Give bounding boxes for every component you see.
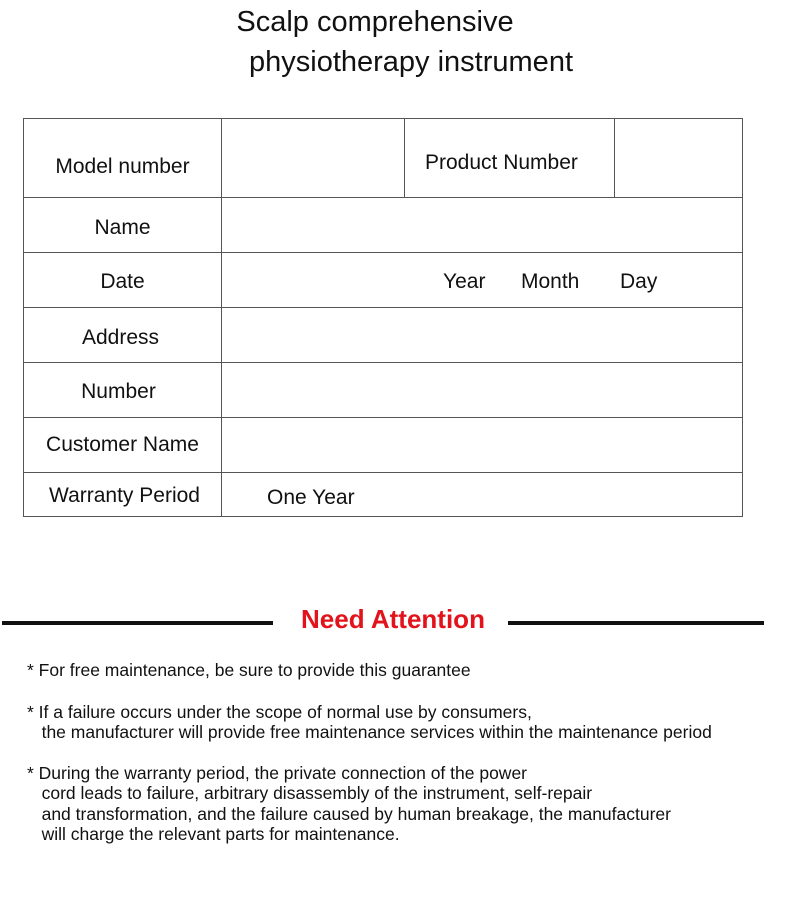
row-divider (24, 417, 742, 418)
warranty-period-value: One Year (267, 486, 355, 509)
note-free-maintenance: * For free maintenance, be sure to provide this guarantee (27, 660, 471, 680)
note-warranty-line-2: cord leads to failure, arbitrary disassembly of the instrument, self-repair (27, 783, 593, 803)
row-divider (24, 197, 742, 198)
note-failure-line-2: the manufacturer will provide free maintenance services within the maintenance period (27, 722, 712, 742)
customer-name-label: Customer Name (46, 433, 199, 456)
warranty-card-table (23, 118, 743, 517)
name-label: Name (94, 216, 151, 239)
column-divider (404, 119, 405, 197)
title-line-2: physiotherapy instrument (249, 46, 573, 78)
column-divider (221, 119, 222, 516)
title-line-1: Scalp comprehensive (236, 6, 514, 38)
address-label: Address (81, 326, 160, 349)
date-label: Date (100, 270, 145, 293)
row-divider (24, 307, 742, 308)
note-warranty-line-4: will charge the relevant parts for maintenance. (27, 824, 400, 844)
row-divider (24, 362, 742, 363)
note-warranty-line-3: and transformation, and the failure caused by human breakage, the manufacturer (27, 804, 671, 824)
date-year-label: Year (443, 270, 486, 293)
product-number-label: Product Number (425, 151, 578, 174)
row-divider (24, 252, 742, 253)
row-divider (24, 472, 742, 473)
note-warranty-line-1: * During the warranty period, the private connection of the power (27, 763, 528, 783)
date-month-label: Month (521, 270, 580, 293)
attention-heading: Need Attention (301, 604, 485, 634)
model-number-label: Model number (55, 155, 190, 178)
column-divider (614, 119, 615, 197)
number-label: Number (81, 380, 156, 403)
note-failure-line-1: * If a failure occurs under the scope of normal use by consumers, (27, 702, 532, 722)
date-day-label: Day (620, 270, 658, 293)
warranty-period-label: Warranty Period (49, 484, 200, 507)
